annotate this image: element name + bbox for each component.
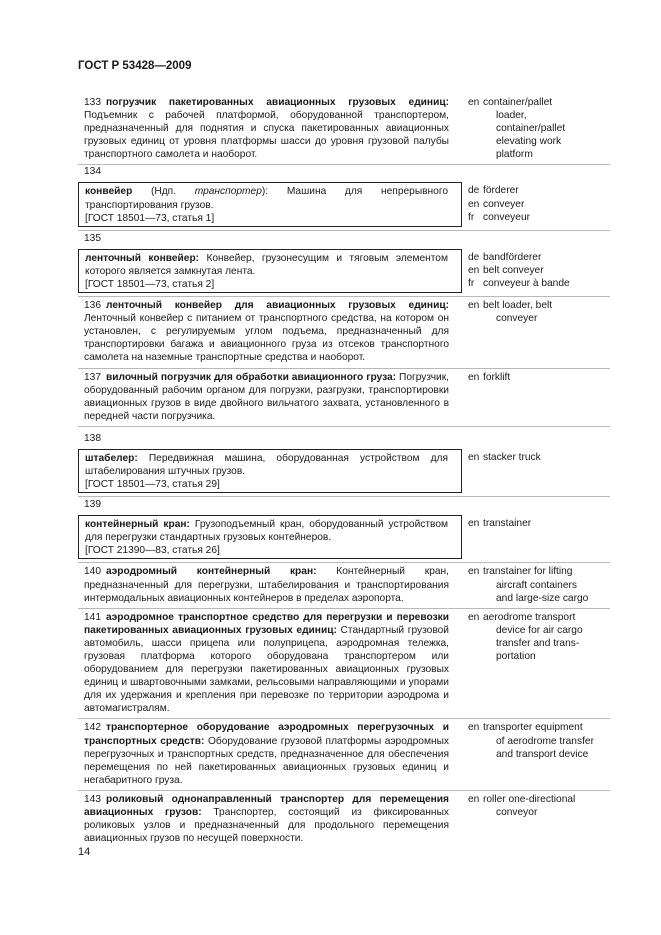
entry-136 bbox=[78, 297, 610, 368]
entry-definition bbox=[78, 793, 462, 845]
entry-number: 140 bbox=[84, 566, 101, 578]
equivalent bbox=[468, 184, 610, 197]
entry-133 bbox=[78, 94, 610, 165]
entry-definition-box bbox=[78, 249, 462, 293]
entry-number: 139 bbox=[84, 499, 101, 511]
entry-141 bbox=[78, 609, 610, 720]
entry-definition bbox=[78, 371, 462, 423]
equivalent-term: conveyer bbox=[483, 198, 525, 210]
entry-term: ленточный конвейер: bbox=[85, 252, 200, 264]
equivalent-line: aerodrome transport bbox=[483, 611, 576, 623]
entry-definition bbox=[78, 299, 462, 364]
equivalent-line: transporter equipment bbox=[483, 722, 583, 734]
entry-equivalents bbox=[462, 611, 610, 716]
entry-number: 137 bbox=[84, 371, 101, 383]
equivalent-line: container/pallet bbox=[483, 97, 553, 108]
entry-equivalents bbox=[462, 515, 610, 559]
equivalent-lang: en bbox=[468, 198, 480, 210]
entry-138 bbox=[78, 447, 610, 497]
entry-equivalents bbox=[462, 449, 610, 493]
entry-definition-text: Погрузчик, оборудованный рабочим органом для погрузки, разгрузки, транспортировки авиационных грузов в виде двойного вильчатого захвата, установленного в передней части погрузчика. bbox=[84, 371, 449, 422]
entry-equivalents bbox=[462, 299, 610, 364]
entry-definition-text: Подъемник с рабочей платформой, оборудованной транспортером, предназначенный для поднятия и спуска пакетированных авиационных грузовых единиц от уровня платформы шасси до уровня грузовой палубы транспортного самолета и наоборот. bbox=[84, 110, 449, 161]
entry-equivalents bbox=[462, 721, 610, 786]
entry-definition bbox=[78, 721, 462, 786]
entry-term: роликовый однонаправленный транспортер для перемещения авиационных грузов: bbox=[84, 793, 449, 819]
equivalent bbox=[468, 793, 610, 819]
equivalent-term: conveyeur à bande bbox=[483, 277, 570, 289]
entry-source: [ГОСТ 21390—83, статья 26] bbox=[85, 545, 220, 557]
entry-definition-text: Грузоподъемный кран, оборудованный устройством для перегрузки стандартных грузовых контейнеров. bbox=[85, 519, 448, 544]
equivalent bbox=[468, 96, 610, 161]
entry-number: 135 bbox=[84, 232, 101, 244]
entry-equivalents bbox=[462, 371, 610, 423]
entry-source: [ГОСТ 18501—73, статья 1] bbox=[85, 212, 215, 224]
entry-term: контейнерный кран: bbox=[85, 519, 190, 531]
equivalent-lang: en bbox=[468, 518, 480, 530]
entry-term: конвейер bbox=[85, 186, 133, 198]
entry-definition-box bbox=[78, 182, 462, 226]
entry-definition-box bbox=[78, 515, 462, 559]
entry-number: 141 bbox=[84, 611, 101, 623]
entry-term: вилочный погрузчик для обработки авиационного груза: bbox=[106, 371, 397, 383]
equivalent-line: elevating work bbox=[496, 136, 562, 148]
page-number: 14 bbox=[78, 846, 91, 858]
entry-number: 143 bbox=[84, 793, 101, 805]
equivalent-term: forklift bbox=[483, 371, 511, 383]
entry-equivalents bbox=[462, 182, 610, 226]
equivalent-term bbox=[483, 721, 610, 760]
equivalent bbox=[468, 565, 610, 604]
entry-term: ленточный конвейер для авиационных грузовых единиц: bbox=[106, 300, 449, 312]
entry-definition-text: Ленточный конвейер с питанием от транспортного средства, на котором он установлен, с регулируемым углом подъема, предназначенный для транспортировки багажа и авиационного груза из отсеков транспортного самолета на наземные транспортные средства и наоборот. bbox=[84, 313, 449, 364]
equivalent bbox=[468, 211, 610, 224]
entry-equivalents bbox=[462, 565, 610, 604]
equivalent-lang: de bbox=[468, 251, 480, 263]
equivalent-term: bandförderer bbox=[483, 251, 542, 263]
page-header: ГОСТ Р 53428—2009 bbox=[78, 60, 192, 72]
entry-139 bbox=[78, 513, 610, 563]
equivalent-lang: en bbox=[468, 300, 480, 312]
entry-term: аэродромный контейнерный кран: bbox=[106, 566, 317, 578]
equivalent bbox=[468, 277, 610, 290]
entry-definition bbox=[78, 565, 462, 604]
equivalent bbox=[468, 451, 610, 464]
entry-number: 133 bbox=[84, 97, 101, 108]
entry-term: штабелер: bbox=[85, 452, 138, 464]
equivalent-lang: en bbox=[468, 611, 480, 623]
entry-definition-text: Транспортер, состоящий из фиксированных роликовых узлов и предназначенный для продольного перемещения авиационных грузов по несущей поверхности. bbox=[84, 807, 449, 845]
equivalent-line: of aerodrome transfer bbox=[496, 735, 594, 747]
equivalent-lang: en bbox=[468, 793, 480, 805]
equivalent-lang: en bbox=[468, 722, 480, 734]
entry-definition-text: Стандартный грузовой автомобиль, шасси прицепа или полуприцепа, аэродромная тележка, грузовая платформа которого оборудована транспортером или оборудованием для перегрузки пакетированных авиационных грузовых единиц и швартовочными замками, рельсовыми направляющими и упорами для их удержания и крепления при перевозке по территории аэродрома и автомагистралям. bbox=[84, 624, 450, 715]
equivalent-term bbox=[483, 299, 610, 325]
entry-140 bbox=[78, 563, 610, 608]
entry-number: 142 bbox=[84, 722, 101, 734]
entry-number: 134 bbox=[84, 166, 101, 178]
equivalent bbox=[468, 198, 610, 211]
term-note: ): bbox=[261, 186, 269, 198]
equivalent-line: aircraft containers bbox=[496, 579, 577, 591]
equivalent-lang: en bbox=[468, 566, 480, 578]
entry-definition-text: Оборудование грузовой платформы аэродромных перегрузочных и транспортных средств, предназначенное для обеспечения перемещения по ней пакетированных авиационных грузовых единиц и негабаритного груза. bbox=[84, 735, 449, 786]
equivalent-line: portation bbox=[496, 651, 536, 662]
equivalent-term bbox=[483, 611, 610, 663]
equivalent-term: belt conveyer bbox=[483, 264, 544, 276]
entry-term: погрузчик пакетированных авиационных грузовых единиц: bbox=[106, 97, 449, 108]
equivalent-lang: fr bbox=[468, 211, 475, 223]
entry-term: транспортерное оборудование аэродромных перегрузочных и транспортных средств: bbox=[84, 722, 449, 747]
equivalent-term: stacker truck bbox=[483, 451, 541, 463]
equivalent-term: förderer bbox=[483, 185, 519, 197]
equivalent-line: and transport device bbox=[496, 748, 589, 760]
deprecated-term: транспортер bbox=[194, 186, 262, 198]
equivalent-line: device for air cargo bbox=[496, 624, 583, 636]
equivalent-term: conveyeur bbox=[483, 211, 531, 223]
equivalent bbox=[468, 251, 610, 264]
equivalent bbox=[468, 371, 610, 384]
entry-definition-text: Контейнерный кран, предназначенный для перегрузки, штабелирования и транспортирования интермодальных авиационных контейнеров в пределах аэропорта. bbox=[84, 566, 449, 604]
equivalent-term bbox=[483, 96, 610, 161]
equivalent bbox=[468, 517, 610, 530]
entry-137 bbox=[78, 369, 610, 427]
entry-definition-text: Передвижная машина, оборудованная устройством для штабелирования штучных грузов. bbox=[85, 452, 448, 477]
equivalent-lang: de bbox=[468, 185, 480, 197]
equivalent bbox=[468, 299, 610, 325]
term-note: (Ндп. bbox=[132, 186, 195, 198]
entry-equivalents bbox=[462, 96, 610, 161]
equivalent-line: loader, bbox=[496, 110, 527, 122]
equivalent bbox=[468, 721, 610, 760]
entry-definition-text: Конвейер, грузонесущим и тяговым элементом которого является замкнутая лента. bbox=[85, 252, 448, 277]
equivalent-lang: en bbox=[468, 371, 480, 383]
entry-142 bbox=[78, 719, 610, 790]
equivalent-line: platform bbox=[496, 149, 533, 161]
entry-equivalents bbox=[462, 249, 610, 293]
equivalent-term bbox=[483, 793, 610, 819]
equivalent-line: transfer and trans- bbox=[496, 637, 580, 649]
equivalent-lang: en bbox=[468, 451, 480, 463]
entry-143 bbox=[78, 791, 610, 848]
entry-equivalents bbox=[462, 793, 610, 845]
equivalent-lang: fr bbox=[468, 277, 475, 289]
entry-definition bbox=[78, 96, 462, 161]
equivalent-line: transtainer for lifting bbox=[483, 566, 573, 578]
equivalent-line: belt loader, belt bbox=[483, 300, 553, 312]
entry-definition-text: Машина для непрерывного транспортирования грузов. bbox=[85, 186, 448, 211]
entry-source: [ГОСТ 18501—73, статья 29] bbox=[85, 479, 220, 491]
equivalent-term bbox=[483, 565, 610, 604]
entry-term: аэродромное транспортное средство для перегрузки и перевозки пакетированных авиационных грузовых единиц: bbox=[84, 611, 449, 636]
equivalent-lang: en bbox=[468, 97, 480, 108]
equivalent-line: container/pallet bbox=[496, 123, 566, 135]
equivalent-term: transtainer bbox=[483, 518, 532, 530]
entries-list bbox=[78, 94, 610, 848]
equivalent-line: roller one-directional bbox=[483, 793, 576, 805]
equivalent bbox=[468, 611, 610, 663]
entry-135 bbox=[78, 247, 610, 297]
entry-definition-box bbox=[78, 449, 462, 493]
entry-number: 136 bbox=[84, 300, 101, 312]
entry-definition bbox=[78, 611, 462, 716]
equivalent-lang: en bbox=[468, 264, 480, 276]
equivalent-line: conveyer bbox=[496, 313, 538, 325]
equivalent-line: conveyor bbox=[496, 807, 538, 819]
entry-source: [ГОСТ 18501—73, статья 2] bbox=[85, 278, 215, 290]
equivalent-line: and large-size cargo bbox=[496, 592, 589, 604]
entry-134 bbox=[78, 180, 610, 230]
entry-number: 138 bbox=[84, 432, 101, 444]
equivalent bbox=[468, 264, 610, 277]
